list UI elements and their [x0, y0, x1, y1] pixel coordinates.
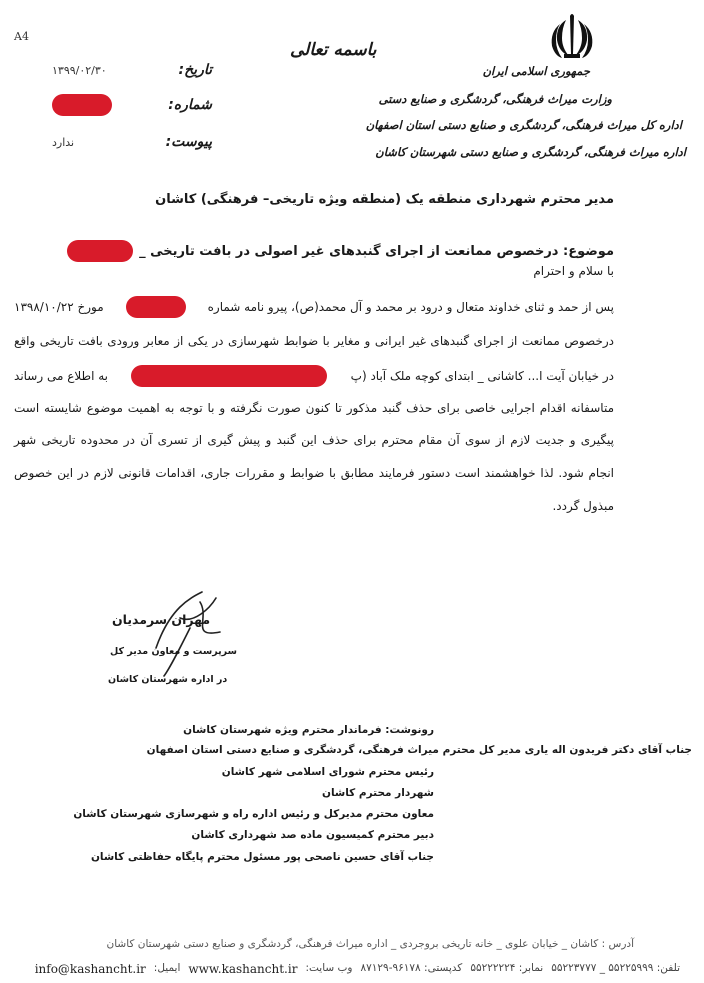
footer-email[interactable]: info@kashancht.ir	[34, 962, 146, 976]
footer-postal: کدپستی: ۹۶۱۷۸-۸۷۱۲۹	[360, 962, 463, 974]
redacted-letter-number	[126, 296, 186, 318]
footer-fax: نمابر: ۵۵۲۲۲۲۲۴	[470, 962, 544, 974]
body-line-1-part2: مورخ ۱۳۹۸/۱۰/۲۲	[14, 300, 104, 314]
header-line-ministry: وزارت میراث فرهنگی، گردشگری و صنایع دستی	[378, 92, 612, 106]
date-value: ۱۳۹۹/۰۲/۳۰	[52, 63, 107, 77]
date-label: تاریخ:	[178, 62, 212, 78]
redacted-number	[52, 94, 112, 116]
footer-address: آدرس : کاشان _ خیابان علوی _ خانه تاریخی بروجردی _ اداره میراث فرهنگی، گردشگری و صنایع دستی شهرستان کاشان	[106, 938, 634, 950]
body-line-4: متاسفانه اقدام اجرایی خاصی برای حذف گنبد مذکور تا کنون صورت نگرفته و با توجه به اهمیت موضوع شایسته است	[14, 401, 614, 415]
header-line-republic: جمهوری اسلامی ایران	[482, 64, 590, 78]
cc-item: رونوشت: فرماندار محترم ویژه شهرستان کاشان	[183, 724, 434, 736]
subject-line	[67, 240, 614, 262]
greeting: با سلام و احترام	[533, 264, 614, 278]
redacted-subject	[67, 240, 133, 262]
attachment-value: ندارد	[52, 135, 75, 149]
footer-phone: تلفن: ۵۵۲۲۵۹۹۹ _ ۵۵۲۲۳۷۷۷	[551, 962, 680, 974]
number-label: شماره:	[168, 97, 212, 113]
header-line-province: اداره کل میراث فرهنگی، گردشگری و صنایع دستی استان اصفهان	[365, 118, 682, 132]
date-row	[52, 62, 212, 78]
addressee: مدیر محترم شهرداری منطقه یک (منطقه ویژه تاریخی– فرهنگی) کاشان	[155, 192, 614, 207]
signatory-office: در اداره شهرستان کاشان	[108, 674, 228, 685]
subject-text: موضوع: درخصوص ممانعت از اجرای گنبدهای غیر اصولی در بافت تاریخی _	[139, 243, 614, 259]
footer-website[interactable]: www.kashancht.ir	[188, 962, 298, 976]
body-line-3-part1: در خیابان آیت ا... کاشانی _ ابتدای کوچه ملک آباد (پ	[350, 369, 614, 383]
cc-item: رئیس محترم شورای اسلامی شهر کاشان	[221, 766, 434, 778]
footer-contact	[34, 962, 680, 976]
number-row	[52, 94, 212, 116]
body-line-7: مبذول گردد.	[552, 499, 614, 513]
body-line-1	[14, 296, 614, 318]
body-line-5: پیگیری و جدیت لازم از سوی آن مقام محترم برای حذف این گنبد و پیش گیری از تسری آن در محدوده تاریخی شهر	[14, 433, 614, 447]
cc-item: دبیر محترم کمیسیون ماده صد شهرداری کاشان	[191, 829, 434, 841]
redacted-address	[131, 365, 327, 387]
body-line-6: انجام شود. لذا خواهشمند است دستور فرمایند مطابق با ضوابط و مقررات جاری، اقدامات قانونی لازم در این خصوص	[14, 466, 614, 480]
footer-website-label: وب سایت:	[305, 962, 353, 974]
basmala-heading: باسمه تعالی	[290, 40, 377, 60]
cc-item: جناب آقای حسین ناصحی پور مسئول محترم پایگاه حفاظتی کاشان	[90, 851, 434, 863]
cc-item: جناب آقای دکتر فریدون اله یاری مدیر کل محترم میراث فرهنگی، گردشگری و صنایع دستی استان اصفهان	[146, 744, 692, 756]
cc-item: معاون محترم مدیرکل و رئیس اداره راه و شهرسازی شهرستان کاشان	[73, 808, 434, 820]
iran-emblem-icon	[544, 12, 600, 62]
signatory-name: مهران سرمدیان	[112, 612, 211, 627]
cc-item: شهردار محترم کاشان	[322, 787, 434, 799]
body-line-1-part1: پس از حمد و ثنای خداوند متعال و درود بر محمد و آل محمد(ص)، پیرو نامه شماره	[207, 300, 614, 314]
body-line-2: درخصوص ممانعت از اجرای گنبدهای غیر ایرانی و مغایر با ضوابط شهرسازی در یکی از معابر ورودی بافت تاریخی واقع	[14, 334, 614, 348]
signatory-title: سرپرست و معاون مدیر کل	[110, 646, 237, 657]
attachment-row	[52, 134, 212, 150]
page-size-label: A4	[14, 30, 29, 43]
attachment-label: پیوست:	[165, 134, 212, 150]
body-line-3-part2: به اطلاع می رساند	[14, 369, 109, 383]
handwritten-signature	[150, 588, 230, 678]
footer-email-label: ایمیل:	[153, 962, 181, 974]
body-line-3	[14, 365, 614, 387]
header-line-county: اداره میراث فرهنگی، گردشگری و صنایع دستی شهرستان کاشان	[375, 145, 686, 159]
